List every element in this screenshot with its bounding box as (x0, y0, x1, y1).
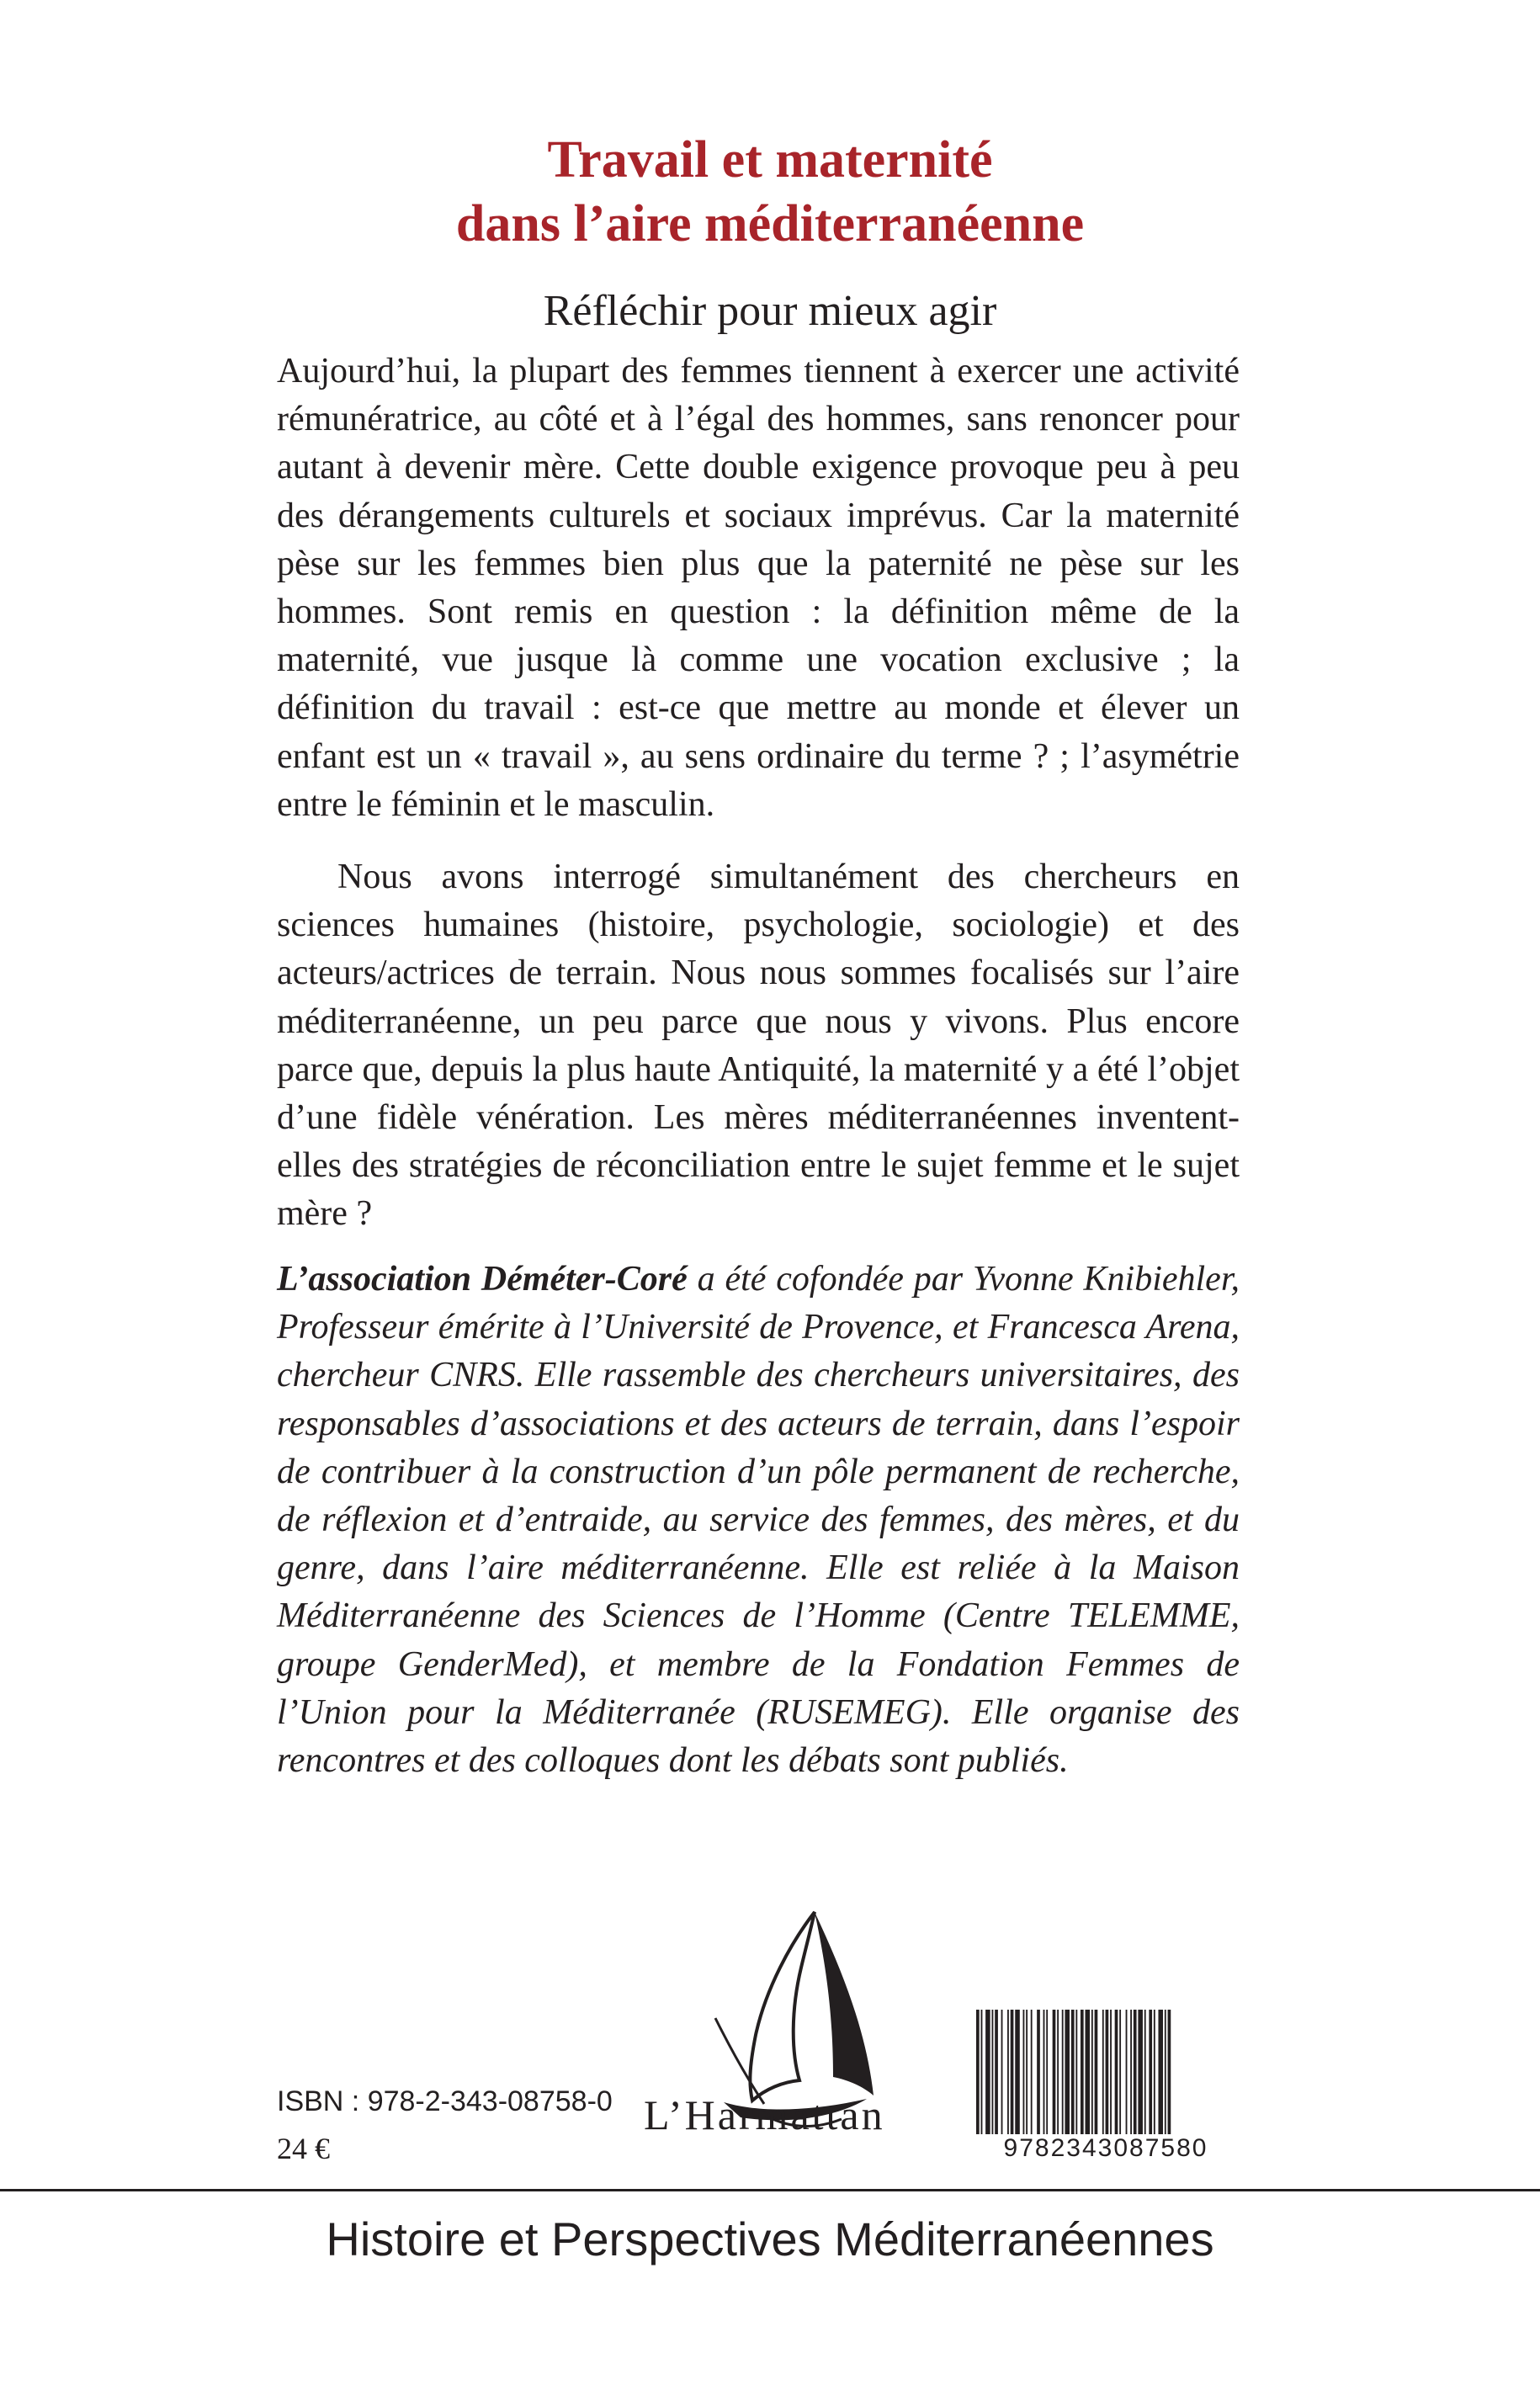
barcode-bar (1119, 2010, 1121, 2134)
barcode-bar (1154, 2010, 1155, 2134)
isbn: ISBN : 978-2-343-08758-0 (277, 2085, 613, 2117)
barcode-bar (1086, 2010, 1091, 2134)
barcode-bar (1043, 2010, 1045, 2134)
barcode-bar (1165, 2010, 1166, 2134)
barcode-bar (1053, 2010, 1056, 2134)
association-paragraph (277, 1256, 1240, 1785)
barcode-bar (1158, 2010, 1163, 2134)
barcode-bar (1001, 2010, 1003, 2134)
barcode-bar (976, 2010, 980, 2134)
book-title-line-1: Travail et maternité (547, 131, 993, 189)
barcode-digits: 9782343087580 (1003, 2134, 1208, 2162)
barcode-bar (1023, 2010, 1025, 2134)
barcode-bar (1130, 2010, 1132, 2134)
barcode-bar (1062, 2010, 1064, 2134)
barcode-bar (1134, 2010, 1137, 2134)
barcode-bar (1110, 2010, 1112, 2134)
book-title-line-2: dans l’aire méditerranéenne (455, 195, 1085, 252)
association-name: L’association Déméter-Coré (277, 1260, 688, 1299)
barcode-bar (1081, 2010, 1084, 2134)
publisher-name: L’Harmattan (644, 2091, 885, 2138)
barcode-bar (1015, 2010, 1020, 2134)
barcode-bar (1071, 2010, 1075, 2134)
barcode-bar (1168, 2010, 1171, 2134)
barcode-bar (1065, 2010, 1070, 2134)
barcode-bar (1126, 2010, 1128, 2134)
barcode-bar (1037, 2010, 1040, 2134)
barcode-bars (973, 2010, 1239, 2134)
barcode-bar (1026, 2010, 1028, 2134)
series-divider (0, 2189, 1540, 2191)
summary-paragraph-2: Nous avons interrogé simultanément des chercheurs en sciences humaines (histoire, psychologie, sociologie) et des acteurs/actrices de terrain. Nous nous sommes focalisés sur l’aire méditerranéenne, un peu parce que nous y vivons. Plus encore parce que, depuis la plus haute Antiquité, la maternité y a été l’objet d’une fidèle vénération. Les mères méditerranéennes inventent-elles des stratégies de réconciliation entre le sujet femme et le sujet mère ? (277, 858, 1240, 1234)
barcode-bar (1102, 2010, 1104, 2134)
barcode-bar (995, 2010, 998, 2134)
series-name: Histoire et Perspectives Méditerranéennes (326, 2212, 1214, 2265)
barcode-bar (1144, 2010, 1146, 2134)
barcode-bar (1057, 2010, 1059, 2134)
barcode-bar (1075, 2010, 1077, 2134)
barcode-bar (1138, 2010, 1143, 2134)
barcode-bar (1046, 2010, 1048, 2134)
book-subtitle: Réfléchir pour mieux agir (543, 287, 997, 335)
barcode-bar (1091, 2010, 1093, 2134)
price: 24 € (277, 2132, 330, 2165)
barcode-bar (1031, 2010, 1033, 2134)
barcode-bar (1011, 2010, 1014, 2134)
barcode-bar (981, 2010, 983, 2134)
barcode-bar (1149, 2010, 1152, 2134)
barcode (973, 2010, 1239, 2170)
summary-paragraph-1: Aujourd’hui, la plupart des femmes tiennent à exercer une activité rémunératrice, au côté et à l’égal des hommes, sans renoncer pour autant à devenir mère. Cette double exigence provoque peu à peu des dérangements culturels et sociaux imprévus. Car la maternité pèse sur les femmes bien plus que la paternité ne pèse sur les hommes. Sont remis en question : la définition même de la maternité, vue jusque là comme une vocation exclusive ; la définition du travail : est-ce que mettre au monde et élever un enfant est un « travail », au sens ordinaire du terme ? ; l’asymétrie entre le féminin et le masculin. (277, 352, 1240, 824)
barcode-bar (1106, 2010, 1109, 2134)
barcode-bar (1115, 2010, 1118, 2134)
barcode-bar (985, 2010, 990, 2134)
barcode-bar (992, 2010, 994, 2134)
association-description: a été cofondée par Yvonne Knibiehler, Professeur émérite à l’Université de Provence, et Francesca Arena, chercheur CNRS. Elle rassemble des chercheurs universitaires, des responsables d’associations et des acteurs de terrain, dans l’espoir de contribuer à la construction d’un pôle permanent de recherche, de réflexion et d’entraide, au service des femmes, des mères, et du genre, dans l’aire méditerranéenne. Elle est reliée à la Maison Méditerranéenne des Sciences de l’Homme (Centre TELEMME, groupe GenderMed), et membre de la Fondation Femmes de l’Union pour la Méditerranée (RUSEMEG). Elle organise des rencontres et des colloques dont les débats sont publiés. (277, 1260, 1240, 1781)
barcode-bar (1095, 2010, 1098, 2134)
barcode-bar (1007, 2010, 1009, 2134)
